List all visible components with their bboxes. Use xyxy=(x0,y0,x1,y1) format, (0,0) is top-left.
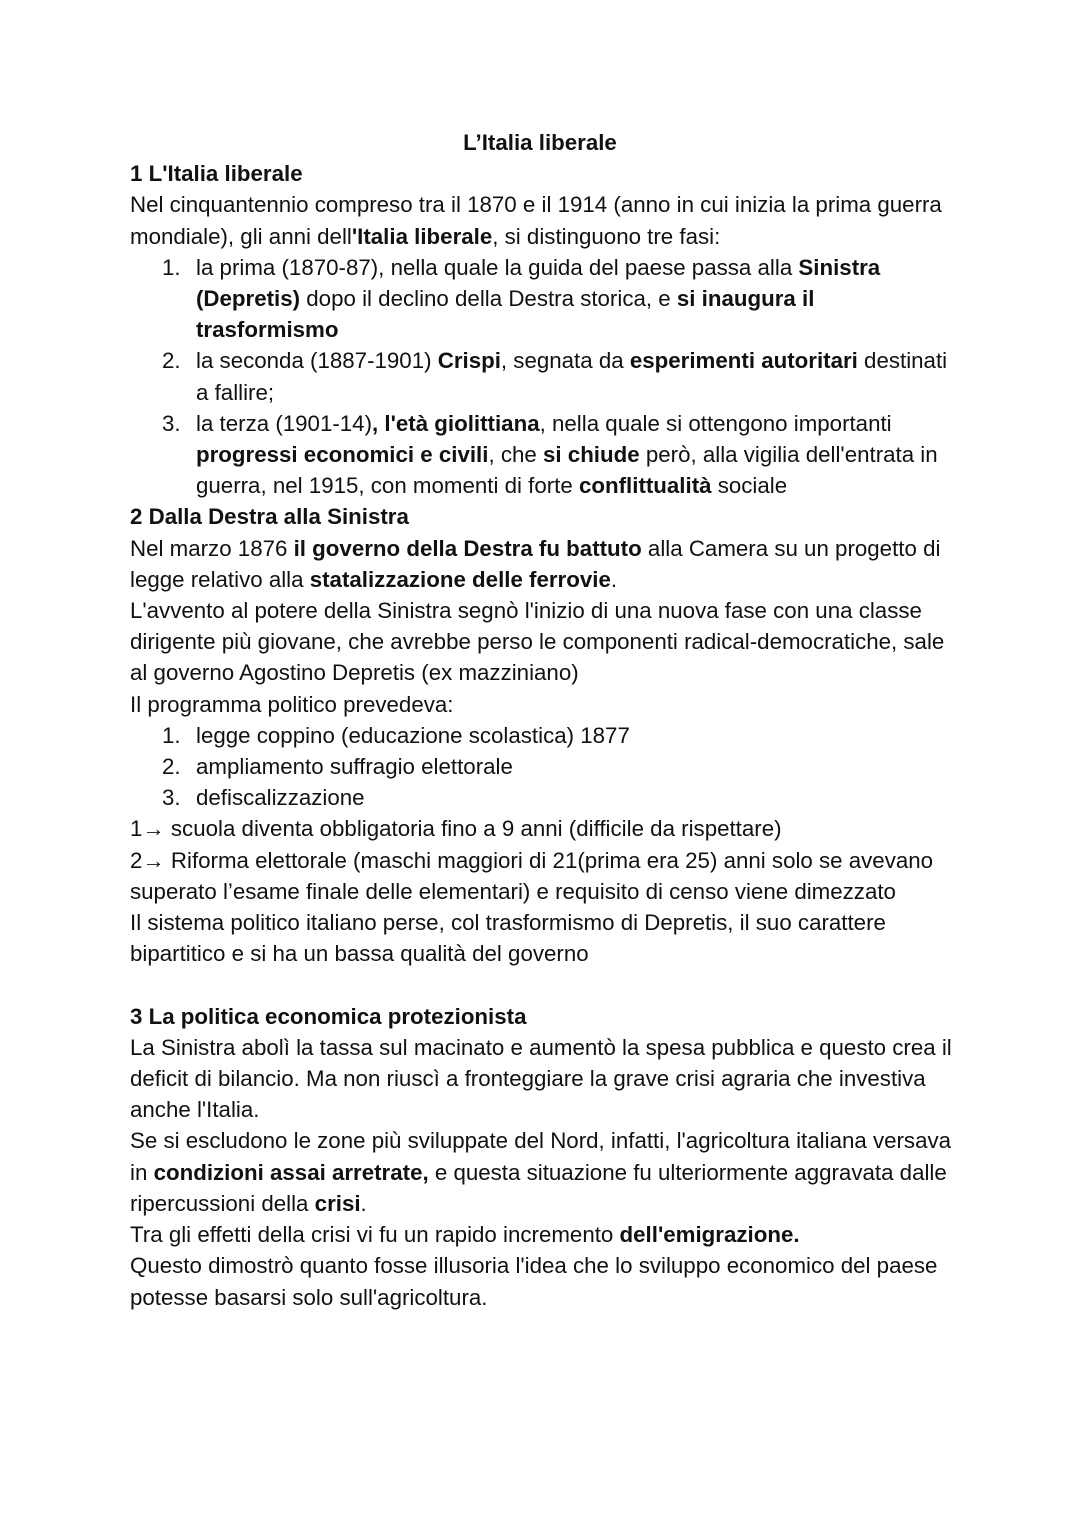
section-2-paragraph-2: L'avvento al potere della Sinistra segnò l'inizio di una nuova fase con una classe dirigente più giovane, che avrebbe perso le componenti radical-democratiche, sale al governo Agostino Depretis (ex mazziniano) xyxy=(130,598,945,686)
list-item xyxy=(130,782,960,813)
list-item-text: defiscalizzazione xyxy=(196,785,365,811)
section-2-note-2: 2→ Riforma elettorale (maschi maggiori di 21(prima era 25) anni solo se avevano superato l’esame finale delle elementari) e requisito di censo viene dimezzato xyxy=(130,847,934,904)
list-number: 2. xyxy=(162,348,181,374)
bold-text: Sinistra (Depretis) xyxy=(196,254,881,312)
bold-text: condizioni assai arretrate, xyxy=(153,1159,429,1185)
list-item-text xyxy=(196,255,880,342)
list-item xyxy=(130,345,960,407)
text-run: Tra gli effetti della crisi vi fu un rapido incremento xyxy=(130,1222,620,1248)
bold-text: il governo della Destra fu battuto xyxy=(293,535,642,561)
text-run: . xyxy=(360,1190,367,1216)
list-item-text: ampliamento suffragio elettorale xyxy=(196,754,513,780)
text-run: la terza (1901-14) xyxy=(196,410,372,436)
text-run: e questa situazione fu ulteriormente aggravata dalle ripercussioni della xyxy=(130,1159,947,1216)
bold-text: dell'emigrazione. xyxy=(619,1222,800,1248)
text-run: sociale xyxy=(711,473,788,499)
bold-text: si inaugura il trasformismo xyxy=(196,286,815,343)
text-run: , nella quale si ottengono importanti xyxy=(539,410,892,436)
text-run: , segnata da xyxy=(500,348,630,374)
blank-line xyxy=(130,969,960,1000)
list-item xyxy=(130,252,960,346)
bold-text: crisi xyxy=(314,1190,361,1216)
list-number: 3. xyxy=(162,410,181,436)
section-2-paragraph-3: Il programma politico prevedeva: xyxy=(130,691,454,717)
list-item xyxy=(130,408,960,502)
section-2-heading: 2 Dalla Destra alla Sinistra xyxy=(130,504,409,530)
text-run: alla Camera su un progetto di legge relativo alla xyxy=(130,535,941,592)
section-3-heading: 3 La politica economica protezionista xyxy=(130,1003,527,1029)
text-run: la seconda (1887-1901) xyxy=(196,348,438,374)
text-run: la prima (1870-87), nella quale la guida del paese passa alla xyxy=(196,254,799,280)
section-2-paragraph-1 xyxy=(130,533,960,595)
list-item xyxy=(130,751,960,782)
list-number: 1. xyxy=(162,254,181,280)
section-3-paragraph-2 xyxy=(130,1125,960,1219)
text-run: Nel marzo 1876 xyxy=(130,535,294,561)
text-run: , che xyxy=(488,442,543,468)
list-number: 3. xyxy=(162,785,181,811)
section-2-program-list xyxy=(130,720,960,814)
list-item-text xyxy=(196,411,938,498)
list-number: 1. xyxy=(162,722,181,748)
text-run: dopo il declino della Destra storica, e xyxy=(300,286,677,312)
text-run: Nel cinquantennio compreso tra il 1870 e il 1914 (anno in cui inizia la prima guerra mondiale), gli anni dell xyxy=(130,192,942,249)
bold-text: si chiude xyxy=(543,442,640,468)
text-run: , si distinguono tre fasi: xyxy=(492,223,721,249)
text-run: . xyxy=(610,566,618,592)
bold-text: statalizzazione delle ferrovie xyxy=(309,566,611,592)
list-item-text: legge coppino (educazione scolastica) 1877 xyxy=(196,722,630,748)
section-2-paragraph-4: Il sistema politico italiano perse, col trasformismo di Depretis, il suo carattere bipartitico e si ha un bassa qualità del governo xyxy=(130,910,886,967)
section-1-phases-list xyxy=(130,252,960,502)
section-1-intro xyxy=(130,189,960,251)
section-2-note-1: 1→ scuola diventa obbligatoria fino a 9 anni (difficile da rispettare) xyxy=(130,816,782,842)
bold-text: esperimenti autoritari xyxy=(629,348,858,374)
list-item xyxy=(130,720,960,751)
bold-text: conflittualità xyxy=(578,473,712,499)
bold-text: , l'età giolittiana xyxy=(372,410,540,436)
section-3-paragraph-3 xyxy=(130,1219,960,1250)
section-3-paragraph-4: Questo dimostrò quanto fosse illusoria l'idea che lo sviluppo economico del paese potesse basarsi solo sull'agricoltura. xyxy=(130,1253,938,1310)
bold-text: 'Italia liberale xyxy=(351,223,493,249)
document-page xyxy=(130,127,960,1313)
bold-text: Crispi xyxy=(437,348,501,374)
section-1-heading: 1 L'Italia liberale xyxy=(130,161,303,187)
list-number: 2. xyxy=(162,754,181,780)
list-item-text xyxy=(196,348,947,404)
text-run: però, alla vigilia dell'entrata in guerra, nel 1915, con momenti di forte xyxy=(196,442,938,499)
text-run: Se si escludono le zone più sviluppate del Nord, infatti, l'agricoltura italiana versava in xyxy=(130,1128,952,1185)
bold-text: progressi economici e civili xyxy=(196,442,489,468)
document-title: L’Italia liberale xyxy=(463,130,617,155)
text-run: destinati a fallire; xyxy=(196,348,948,405)
section-3-paragraph-1: La Sinistra abolì la tassa sul macinato e aumentò la spesa pubblica e questo crea il deficit di bilancio. Ma non riuscì a fronteggiare la grave crisi agraria che investiva anche l'Italia. xyxy=(130,1034,952,1123)
